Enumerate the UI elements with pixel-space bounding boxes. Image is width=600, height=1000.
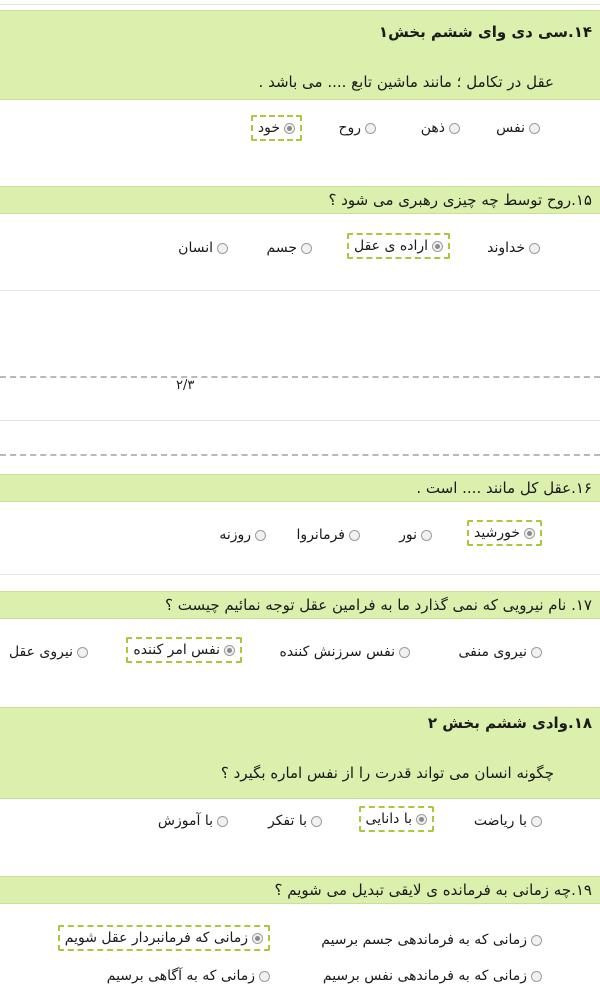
q15-option-4[interactable]: انسان — [178, 240, 228, 256]
q18-option-1[interactable]: با ریاضت — [474, 813, 542, 829]
q18-option-2-selected[interactable]: با دانایی — [359, 806, 434, 832]
q18-title: ۱۸.وادی ششم بخش ۲ — [427, 714, 592, 732]
page-indicator: ۲/۳ — [176, 378, 195, 393]
radio-icon[interactable] — [301, 243, 312, 254]
q19-option-1[interactable]: زمانی که به فرماندهی جسم برسیم — [321, 932, 542, 948]
q17-header — [0, 591, 600, 619]
radio-checked-icon[interactable] — [224, 645, 235, 656]
radio-checked-icon[interactable] — [416, 814, 427, 825]
radio-icon[interactable] — [421, 530, 432, 541]
q19-option-3[interactable]: زمانی که به فرماندهی نفس برسیم — [323, 968, 542, 984]
q15-title: ۱۵.روح توسط چه چیزی رهبری می شود ؟ — [328, 191, 592, 209]
q14-option-4-selected[interactable]: خود — [251, 115, 302, 141]
radio-icon[interactable] — [217, 243, 228, 254]
q18-text: چگونه انسان می تواند قدرت را از نفس اماره بگیرد ؟ — [220, 764, 554, 782]
q19-title: ۱۹.چه زمانی به فرمانده ی لایقی تبدیل می شویم ؟ — [274, 881, 592, 899]
q15-option-2-selected[interactable]: اراده ی عقل — [347, 233, 450, 259]
q17-option-4[interactable]: نیروی عقل — [9, 644, 88, 660]
q19-header — [0, 876, 600, 904]
radio-icon[interactable] — [449, 123, 460, 134]
radio-checked-icon[interactable] — [524, 528, 535, 539]
q19-option-2-selected[interactable]: زمانی که فرمانبردار عقل شویم — [58, 925, 270, 951]
radio-checked-icon[interactable] — [252, 933, 263, 944]
radio-icon[interactable] — [311, 816, 322, 827]
q17-option-1[interactable]: نیروی منفی — [459, 644, 543, 660]
radio-icon[interactable] — [531, 647, 542, 658]
radio-icon[interactable] — [349, 530, 360, 541]
q16-option-2[interactable]: نور — [399, 527, 432, 543]
radio-icon[interactable] — [531, 816, 542, 827]
q14-title: ۱۴.سی دی وای ششم بخش۱ — [378, 23, 592, 41]
q18-option-3[interactable]: با تفکر — [268, 813, 322, 829]
q17-option-2[interactable]: نفس سرزنش کننده — [280, 644, 411, 660]
radio-checked-icon[interactable] — [284, 123, 295, 134]
section-divider — [0, 290, 600, 291]
radio-icon[interactable] — [531, 971, 542, 982]
q19-option-4[interactable]: زمانی که به آگاهی برسیم — [107, 968, 270, 984]
q16-header — [0, 474, 600, 502]
q14-text: عقل در تکامل ؛ مانند ماشین تابع .... می باشد . — [258, 73, 554, 91]
q18-header — [0, 707, 600, 799]
q14-option-2[interactable]: ذهن — [421, 120, 460, 136]
radio-icon[interactable] — [255, 530, 266, 541]
q16-option-3[interactable]: فرمانروا — [297, 527, 360, 543]
page-break-line-2 — [0, 454, 600, 456]
q14-option-1[interactable]: نفس — [496, 120, 540, 136]
q16-option-1-selected[interactable]: خورشید — [467, 520, 542, 546]
radio-icon[interactable] — [77, 647, 88, 658]
q16-option-4[interactable]: روزنه — [219, 527, 266, 543]
page-break-line — [0, 376, 600, 378]
radio-icon[interactable] — [529, 243, 540, 254]
q15-option-1[interactable]: خداوند — [487, 240, 540, 256]
radio-icon[interactable] — [365, 123, 376, 134]
radio-checked-icon[interactable] — [432, 241, 443, 252]
q15-header — [0, 186, 600, 214]
page-edge — [0, 420, 600, 421]
section-divider — [0, 574, 600, 575]
radio-icon[interactable] — [399, 647, 410, 658]
q17-title: ۱۷. نام نیرویی که نمی گذارد ما به فرامین عقل توجه نمائیم چیست ؟ — [165, 596, 592, 614]
radio-icon[interactable] — [217, 816, 228, 827]
q14-header — [0, 10, 600, 100]
q18-option-4[interactable]: با آموزش — [158, 813, 228, 829]
radio-icon[interactable] — [259, 971, 270, 982]
radio-icon[interactable] — [529, 123, 540, 134]
radio-icon[interactable] — [531, 935, 542, 946]
q16-title: ۱۶.عقل کل مانند .... است . — [416, 479, 592, 497]
q17-option-3-selected[interactable]: نفس امر کننده — [126, 637, 242, 663]
q15-option-3[interactable]: جسم — [267, 240, 312, 256]
top-divider — [0, 4, 600, 5]
q14-option-3[interactable]: روح — [338, 120, 376, 136]
